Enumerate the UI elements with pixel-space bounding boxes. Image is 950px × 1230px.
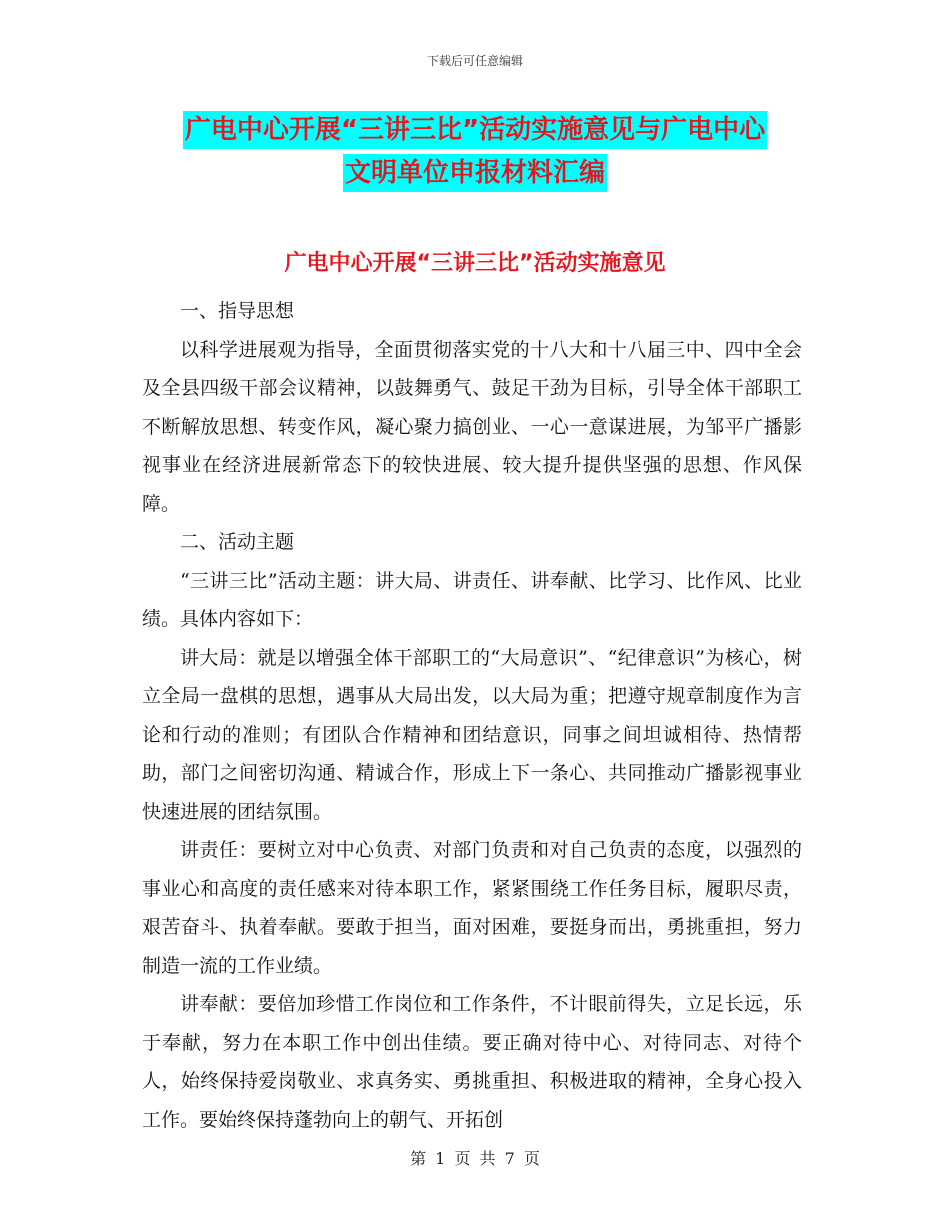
paragraph-responsibility: 讲责任：要树立对中心负责、对部门负责和对自己负责的态度，以强烈的事业心和高度的责任感来对待本职工作，紧紧围绕工作任务目标，履职尽责，艰苦奋斗、执着奉献。要敢于担当，面对困难，要挺身而出，勇挑重担，努力制造一流的工作业绩。 [142,839,802,977]
document-title-line-2 [0,155,950,191]
page-header-note: 下载后可任意编辑 [426,54,523,68]
paragraph-guiding-ideology: 以科学进展观为指导，全面贯彻落实党的十八大和十八届三中、四中全会及全县四级干部会议精神，以鼓舞勇气、鼓足干劲为目标，引导全体干部职工不断解放思想、转变作风，凝心聚力搞创业、一心一意谋进展，为邹平广播影视事业在经济进展新常态下的较快进展、较大提升提供坚强的思想、作风保障。 [142,338,802,515]
page-footer: 第 1 页 共 7 页 [410,1149,540,1168]
document-body [142,292,802,1139]
title-highlight-2: 文明单位申报材料汇编 [343,154,607,192]
heading-activity-theme: 二、活动主题 [180,531,295,553]
section-title: 广电中心开展“三讲三比”活动实施意见 [284,251,666,276]
heading-guiding-ideology: 一、指导思想 [180,300,295,322]
document-title-line-1 [0,112,950,148]
paragraph-dedication: 讲奉献：要倍加珍惜工作岗位和工作条件，不计眼前得失，立足长远，乐于奉献，努力在本职工作中创出佳绩。要正确对待中心、对待同志、对待个人，始终保持爱岗敬业、求真务实、勇挑重担、积极进取的精神，全身心投入工作。要始终保持蓬勃向上的朝气、开拓创 [142,993,802,1131]
paragraph-overall-situation: 讲大局：就是以增强全体干部职工的“大局意识”、“纪律意识”为核心，树立全局一盘棋的思想，遇事从大局出发，以大局为重；把遵守规章制度作为言论和行动的准则；有团队合作精神和团结意识，同事之间坦诚相待、热情帮助，部门之间密切沟通、精诚合作，形成上下一条心、共同推动广播影视事业快速进展的团结氛围。 [142,646,802,823]
paragraph-activity-theme: “三讲三比”活动主题：讲大局、讲责任、讲奉献、比学习、比作风、比业绩。具体内容如下： [142,569,802,630]
title-highlight-1: 广电中心开展“三讲三比”活动实施意见与广电中心 [183,111,767,149]
